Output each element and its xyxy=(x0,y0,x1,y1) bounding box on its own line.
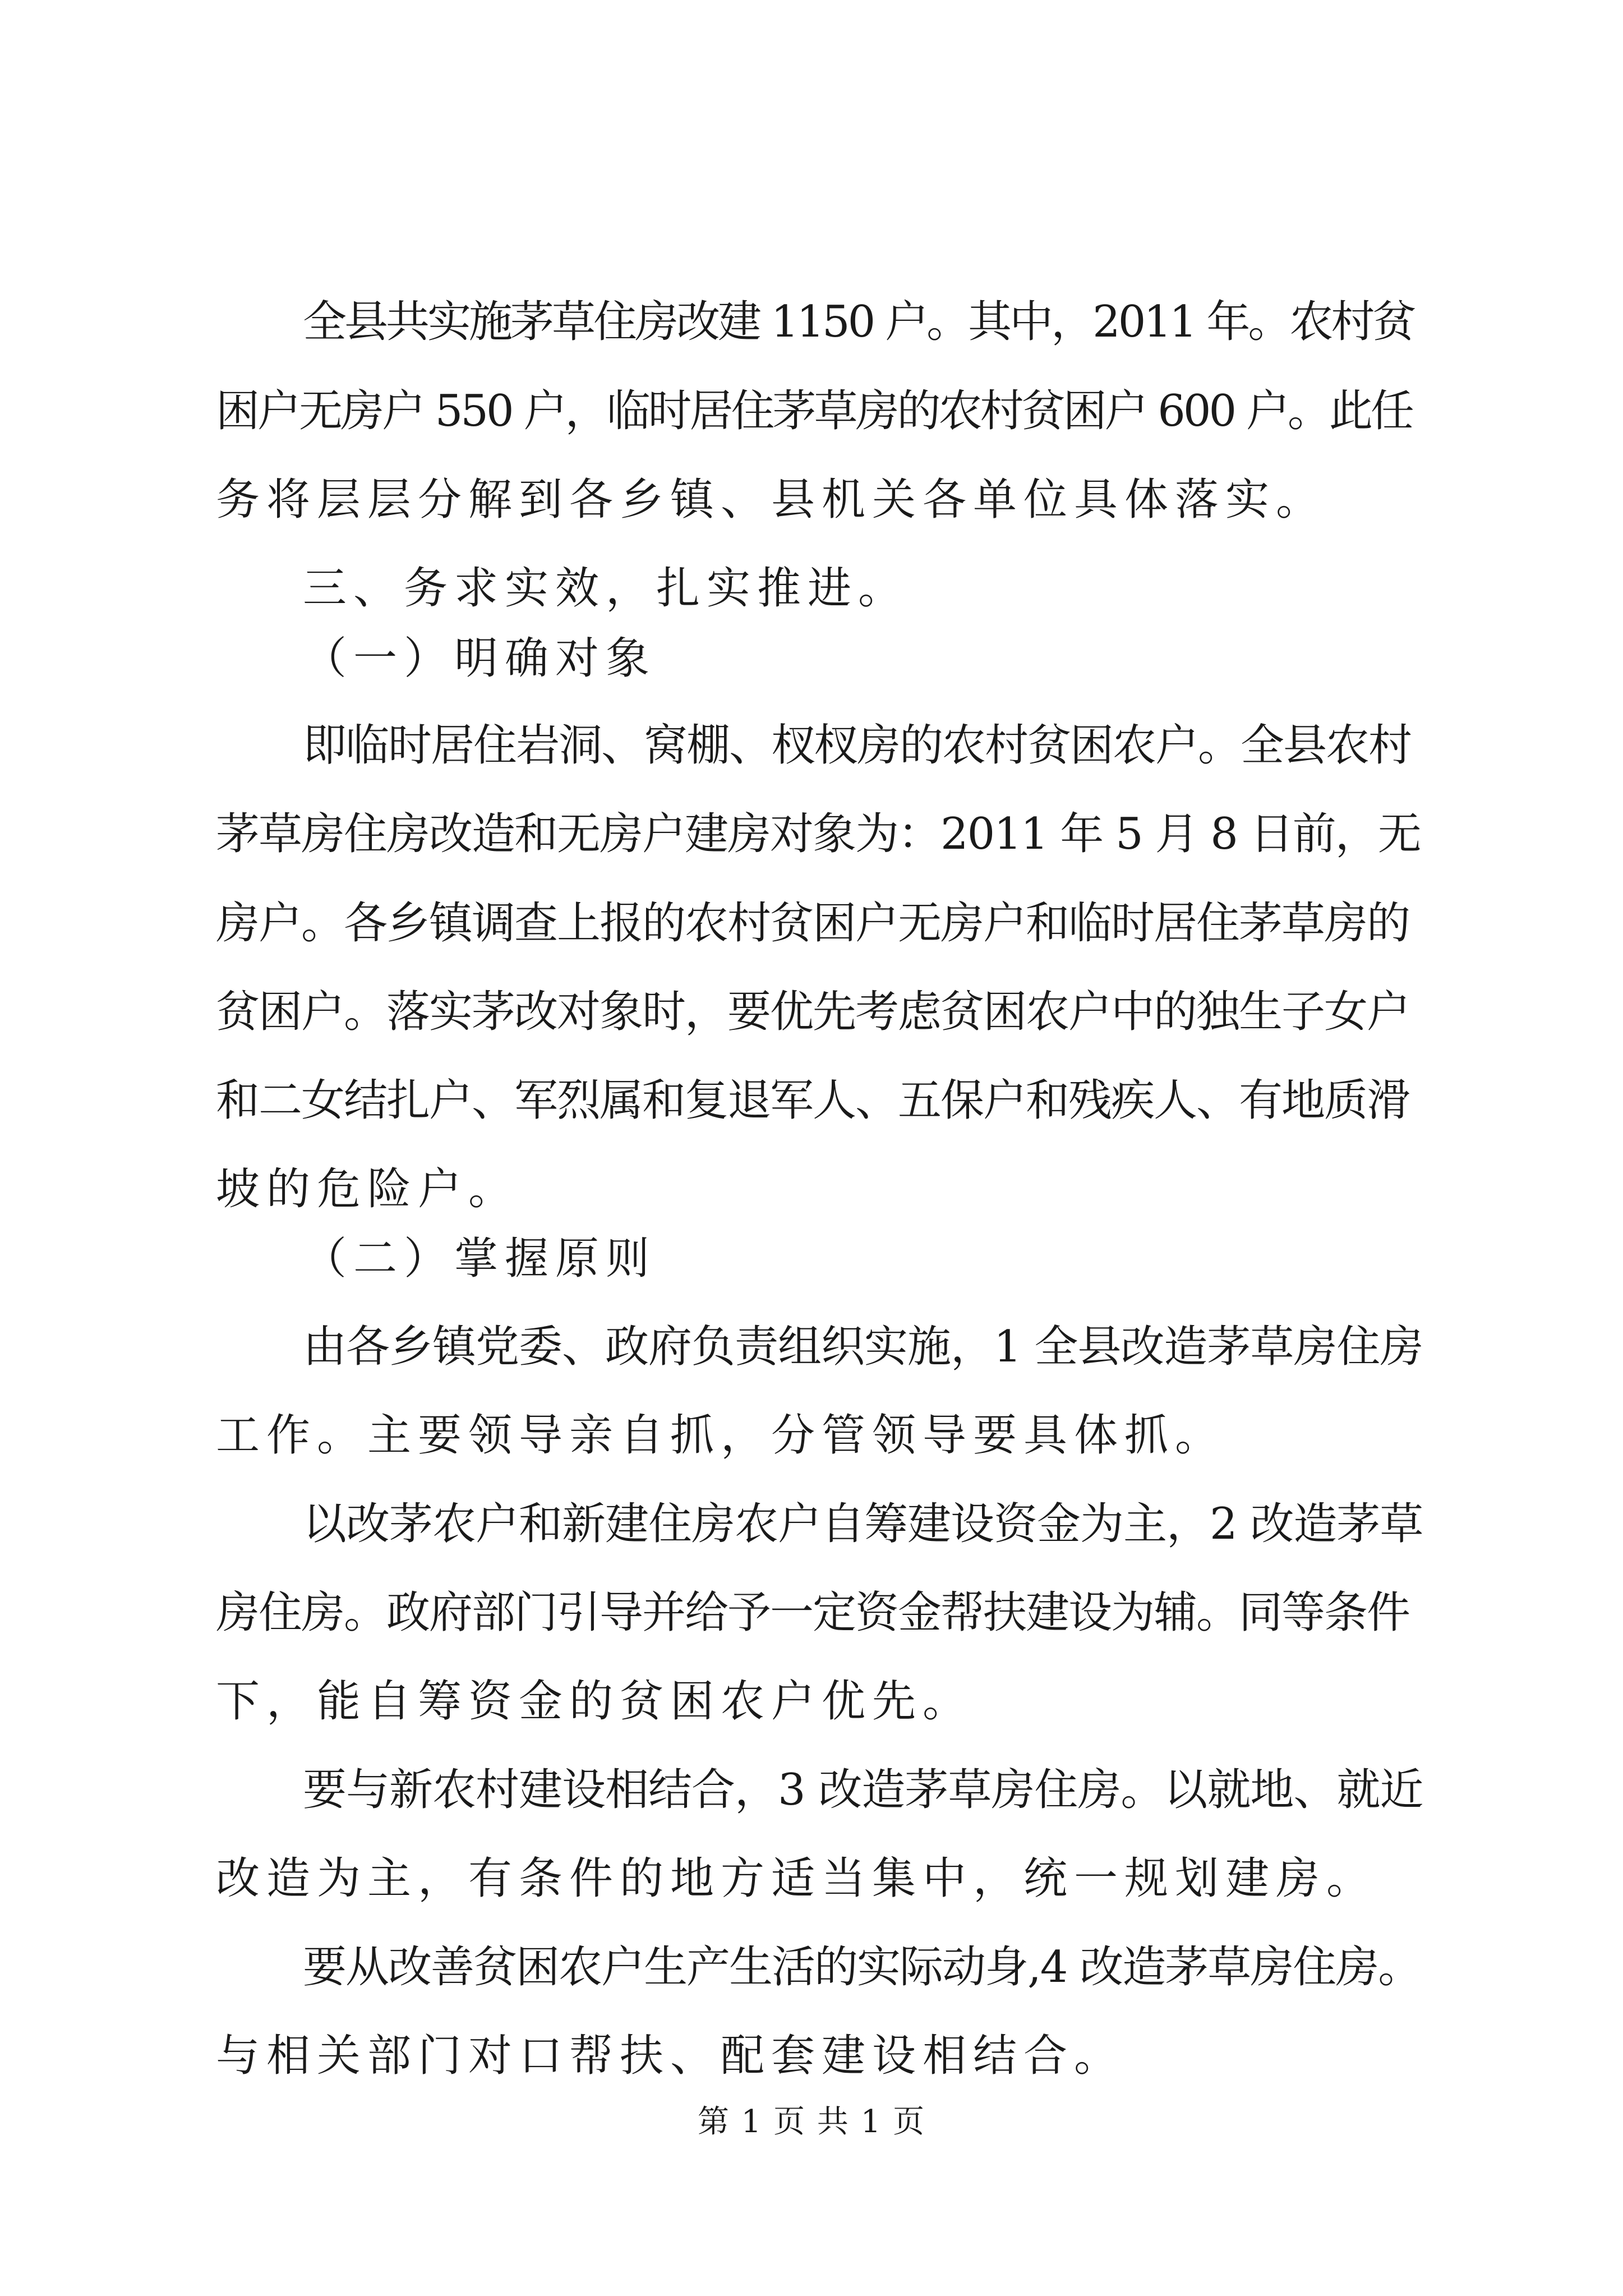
text-line-19: 改造为主，有条件的地方适当集中，统一规划建房。 xyxy=(216,1853,1377,1904)
text-line-8: 房户。各乡镇调查上报的农村贫困户无房户和临时居住茅草房的 xyxy=(216,898,1410,949)
subheading-2: （二）掌握原则 xyxy=(303,1234,657,1284)
text-line-13: 由各乡镇党委、政府负责组织实施，1 全县改造茅草房住房 xyxy=(303,1322,1423,1372)
text-line-14: 工作。主要领导亲自抓，分管领导要具体抓。 xyxy=(216,1410,1226,1461)
text-line-16: 房住房。政府部门引导并给予一定资金帮扶建设为辅。同等条件 xyxy=(216,1588,1410,1638)
text-line-6: 即临时居住岩洞、窝棚、杈杈房的农村贫困农户。全县农村 xyxy=(303,720,1412,771)
text-line-3: 务将层层分解到各乡镇、县机关各单位具体落实。 xyxy=(216,475,1327,525)
text-line-2: 困户无房户 550 户，临时居住茅草房的农村贫困户 600 户。此任 xyxy=(216,386,1412,436)
text-line-11: 坡的危险户。 xyxy=(216,1164,519,1214)
text-line-20: 要从改善贫困农户生产生活的实际动身,4 改造茅草房住房。 xyxy=(303,1942,1421,1993)
text-line-9: 贫困户。落实茅改对象时，要优先考虑贫困农户中的独生子女户 xyxy=(216,987,1410,1037)
text-line-18: 要与新农村建设相结合，3 改造茅草房住房。以就地、就近 xyxy=(303,1765,1423,1815)
text-line-10: 和二女结扎户、军烈属和复退军人、五保户和残疾人、有地质滑 xyxy=(216,1075,1410,1126)
subheading-1: （一）明确对象 xyxy=(303,633,657,684)
text-line-1: 全县共实施茅草住房改建 1150 户。其中，2011 年。农村贫 xyxy=(303,297,1414,347)
text-line-17: 下，能自筹资金的贫困农户优先。 xyxy=(216,1676,974,1727)
section-heading-3: 三、务求实效，扎实推进。 xyxy=(303,563,909,614)
text-line-7: 茅草房住房改造和无房户建房对象为：2011 年 5 月 8 日前，无 xyxy=(216,809,1421,859)
text-line-21: 与相关部门对口帮扶、配套建设相结合。 xyxy=(216,2031,1125,2081)
page-footer: 第 1 页 共 1 页 xyxy=(697,2104,926,2140)
text-line-15: 以改茅农户和新建住房农户自筹建设资金为主，2 改造茅草 xyxy=(303,1499,1423,1549)
